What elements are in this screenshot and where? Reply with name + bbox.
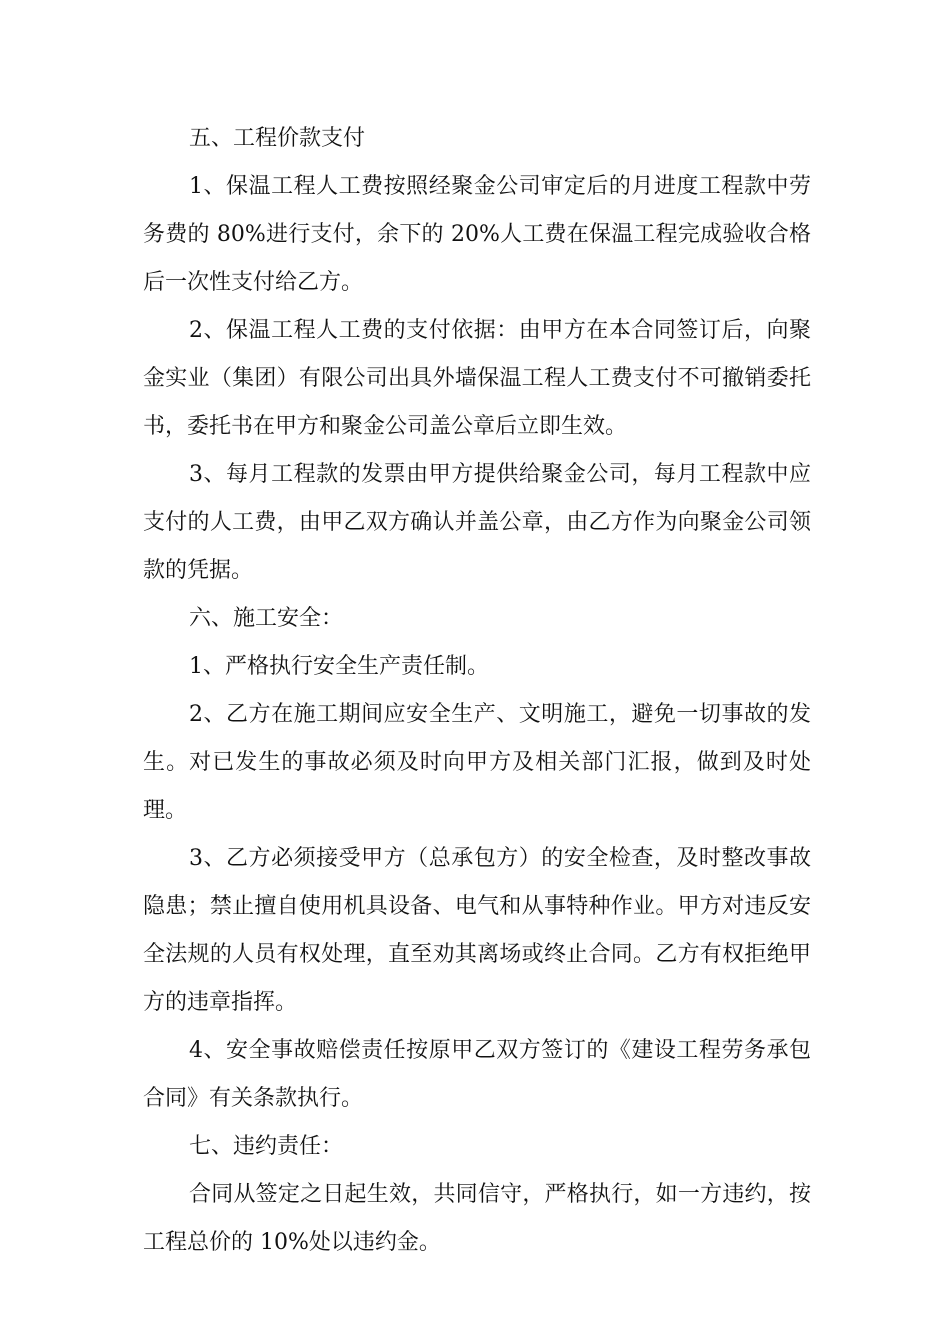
document-body [143, 115, 811, 1267]
paragraph-safety-1: 1、严格执行安全生产责任制。 [189, 654, 489, 679]
section-heading-payment: 五、工程价款支付 [189, 126, 366, 151]
paragraph-payment-1: 1、保温工程人工费按照经聚金公司审定后的月进度工程款中劳务费的 80%进行支付，余下的 20%人工费在保温工程完成验收合格后一次性支付给乙方。 [143, 174, 811, 295]
paragraph-payment-3: 3、每月工程款的发票由甲方提供给聚金公司，每月工程款中应支付的人工费，由甲乙双方确认并盖公章，由乙方作为向聚金公司领款的凭据。 [143, 462, 811, 583]
paragraph-payment-2: 2、保温工程人工费的支付依据：由甲方在本合同签订后，向聚金实业（集团）有限公司出具外墙保温工程人工费支付不可撤销委托书，委托书在甲方和聚金公司盖公章后立即生效。 [143, 318, 811, 439]
section-heading-safety: 六、施工安全： [189, 606, 344, 631]
paragraph-safety-2: 2、乙方在施工期间应安全生产、文明施工，避免一切事故的发生。对已发生的事故必须及时向甲方及相关部门汇报，做到及时处理。 [143, 702, 811, 823]
paragraph-safety-4: 4、安全事故赔偿责任按原甲乙双方签订的《建设工程劳务承包合同》有关条款执行。 [143, 1038, 811, 1111]
section-heading-breach: 七、违约责任： [189, 1134, 344, 1159]
paragraph-breach-1: 合同从签定之日起生效，共同信守，严格执行，如一方违约，按工程总价的 10%处以违约金。 [143, 1182, 811, 1255]
paragraph-safety-3: 3、乙方必须接受甲方（总承包方）的安全检查，及时整改事故隐患；禁止擅自使用机具设备、电气和从事特种作业。甲方对违反安全法规的人员有权处理，直至劝其离场或终止合同。乙方有权拒绝甲方的违章指挥。 [143, 846, 811, 1015]
